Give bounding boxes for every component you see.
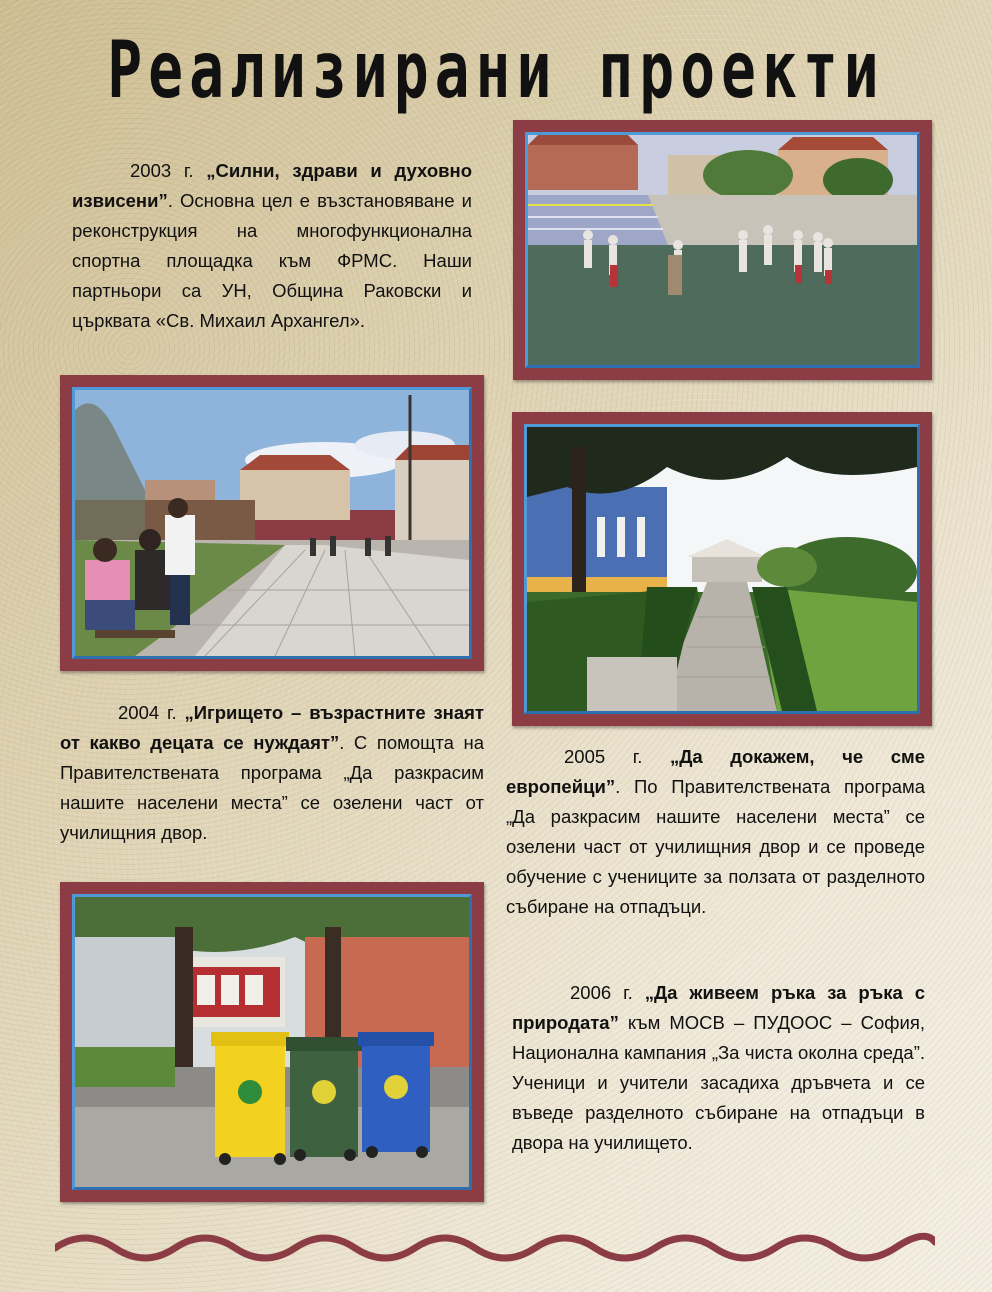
paragraph-text: . С помощта на Правителствената програма „Да разкрасим нашите населени места” се озелени част от училищния двор. [60, 732, 485, 843]
paragraph-text: към МОСВ – ПУДООС – София, Национална кампания „За чиста околна среда”. Ученици и учители засадиха дръвчета и се въведе разделното събиране на отпадъци в двора на училището. [512, 1012, 925, 1153]
paragraph-2006 [512, 978, 925, 1158]
photo-frame-recycling-bins [60, 882, 484, 1202]
paragraph-text: . По Правителствената програма „Да разкрасим нашите населени места” се озелени част от училищния двор и се проведе обучение с учениците за ползата от разделното събиране на отпадъци. [506, 776, 925, 917]
paragraph-text: . Основна цел е възстановяване и реконструкция на многофункционална спортна площадка към ФРМС. Наши партньори са УН, Община Раковски и църквата «Св. Михаил Архангел». [72, 190, 472, 331]
project-title: „Силни, здрави и духовно извисени” [72, 160, 472, 211]
paragraph-year: 2005 г. [564, 746, 670, 767]
photo-sports-ground [528, 135, 917, 365]
paragraph-2005 [506, 742, 925, 922]
decorative-wave [55, 1226, 935, 1270]
page-title: Реализирани проекти [107, 24, 885, 116]
photo-frame-sports-ground [513, 120, 932, 380]
photo-recycling-bins [75, 897, 469, 1187]
photo-frame-garden-path [512, 412, 932, 726]
photo-paved-alley [75, 390, 469, 656]
project-title: „Игрището – възрастните знаят от какво децата се нуждаят” [60, 702, 484, 753]
paragraph-year: 2004 г. [118, 702, 185, 723]
project-title: „Да докажем, че сме европейци” [506, 746, 925, 797]
photo-frame-paved-alley [60, 375, 484, 671]
photo-garden-path [527, 427, 917, 711]
paragraph-2004 [60, 698, 484, 848]
project-title: „Да живеем ръка за ръка с природата” [512, 982, 925, 1033]
paragraph-2003 [72, 156, 472, 336]
paragraph-year: 2003 г. [130, 160, 207, 181]
paragraph-year: 2006 г. [570, 982, 645, 1003]
